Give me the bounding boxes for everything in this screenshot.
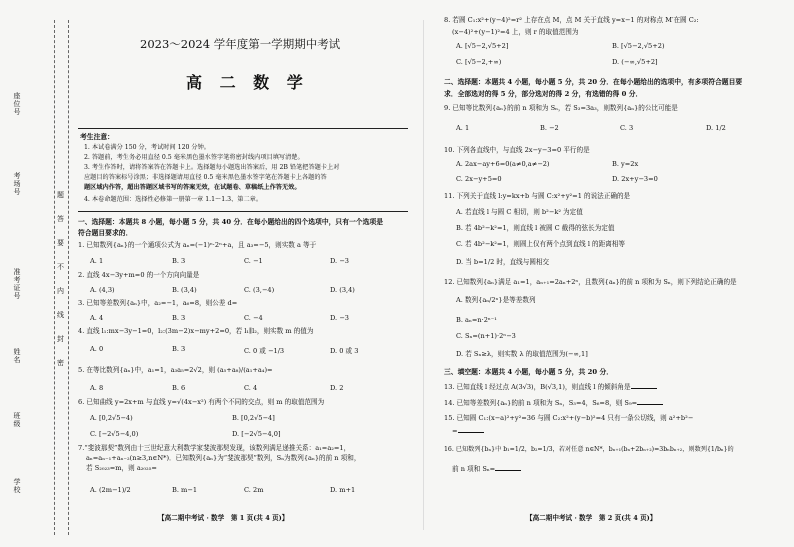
answer-blank bbox=[458, 426, 484, 433]
section-1-heading: 一、选择题：本题共 8 小题，每小题 5 分，共 40 分．在每小题给出的四个选项中，只有一个选项是 bbox=[78, 218, 383, 226]
question-7: 7.“斐波那契”数列由十三世纪意大利数学家斐波那契发现，该数列满足递推关系：a₁=a₂=1， bbox=[78, 444, 351, 452]
q7-option-c: C. 2m bbox=[244, 486, 264, 494]
q9-option-a: A. 1 bbox=[456, 124, 470, 132]
sealing-line-char: 线 bbox=[57, 311, 64, 319]
question-14: 14. 已知等差数列{aₙ}的前 n 项和为 Sₙ，S₃=4，S₆=8，则 S₉= bbox=[444, 398, 663, 407]
note-item: 4. 本卷命题范围：选择性必修第一册第一章 1.1～1.3、第二章。 bbox=[84, 196, 263, 203]
q10-option-d: D. 2x+y−3=0 bbox=[612, 175, 658, 183]
question-2: 2. 直线 4x−3y+m=0 的一个方向向量是 bbox=[78, 271, 200, 279]
note-item: 应题目的答案标号涂黑；非选择题请用直径 0.5 毫米黑色墨水签字笔在答题卡上各题的答 bbox=[84, 174, 327, 181]
q6-option-d: D. [−2√5−4,0] bbox=[232, 430, 281, 438]
sealing-line-char: 内 bbox=[57, 287, 64, 295]
section-3-heading: 三、填空题：本题共 4 小题，每小题 5 分，共 20 分． bbox=[444, 368, 614, 376]
q4-option-a: A. 0 bbox=[90, 345, 104, 353]
section-2-heading: 二、选择题：本题共 4 小题，每小题 5 分，共 20 分．在每小题给出的选项中，有多项符合题目要 bbox=[444, 78, 743, 86]
binding-dashed-line-2 bbox=[68, 20, 69, 535]
question-5: 5. 在等比数列{aₙ}中，a₁=1，a₃a₅=2√2，则 (a₅+a₈)/(a₁+a₄)= bbox=[78, 366, 273, 374]
q9-option-c: C. 3 bbox=[620, 124, 634, 132]
q6-option-b: B. [0,2√5−4] bbox=[232, 414, 275, 422]
q3-option-a: A. 4 bbox=[90, 314, 104, 322]
page-divider bbox=[423, 20, 424, 530]
answer-blank bbox=[495, 464, 521, 471]
question-1: 1. 已知数列{aₙ}的一个通项公式为 aₙ=(−1)ⁿ·2ⁿ+a，且 a₃=−5，则实数 a 等于 bbox=[78, 241, 317, 249]
question-16: 16. 已知数列{bₙ}中 b₁=1/2，b₂=1/3，若对任意 n∈N*，bₙ₊₁(bₙ+2bₙ₊₂)=3bₙbₙ₊₂，则数列{1/bₙ}的 bbox=[444, 446, 734, 453]
q10-option-a: A. 2ax−ay+6=0(a≠0,a≠−2) bbox=[456, 160, 550, 168]
q11-option-b: B. 若 4b²−k²=1，则直线 l 被圆 C 截得的弦长为定值 bbox=[456, 224, 615, 232]
note-item: 题区域内作答，超出答题区域书写的答案无效，在试题卷、草稿纸上作答无效。 bbox=[84, 184, 301, 191]
q11-option-d: D. 当 b=1/2 时，直线与圆相交 bbox=[456, 258, 550, 266]
q7-option-b: B. m−1 bbox=[172, 486, 198, 494]
question-15-cont: = bbox=[452, 426, 484, 435]
q3-option-c: C. −4 bbox=[244, 314, 263, 322]
question-9: 9. 已知等比数列{aₙ}的前 n 项和为 Sₙ，若 S₃=3a₃，则数列{aₙ}的公比可能是 bbox=[444, 104, 678, 112]
q3-option-b: B. 3 bbox=[172, 314, 186, 322]
exam-id-label: 准考证号 bbox=[13, 268, 21, 300]
q11-option-c: C. 若 4b²−k²=1，则圆上仅有两个点到直线 l 的距离相等 bbox=[456, 240, 626, 248]
class-label: 班级 bbox=[13, 412, 21, 428]
q1-option-b: B. 3 bbox=[172, 257, 186, 265]
q5-option-d: D. 2 bbox=[330, 384, 344, 392]
answer-blank bbox=[637, 398, 663, 405]
q4-option-c: C. 0 或 −1/3 bbox=[244, 347, 285, 355]
q8-option-b: B. [√5−2,√5+2) bbox=[612, 42, 665, 50]
q5-option-b: B. 6 bbox=[172, 384, 186, 392]
q8-option-d: D. (−∞,√5+2] bbox=[612, 58, 658, 66]
sealing-line-char: 答 bbox=[57, 215, 64, 223]
section-2-heading-cont: 求．全部选对的得 5 分，部分选对的得 2 分，有选错的得 0 分． bbox=[444, 90, 643, 98]
subject-title: 高 二 数 学 bbox=[186, 73, 309, 92]
q11-option-a: A. 若直线 l 与圆 C 相切，则 b²−k² 为定值 bbox=[456, 208, 583, 216]
question-15: 15. 已知圆 C₁:(x−a)²+y²=36 与圆 C₂:x²+(y−b)²=4 只有一条公切线，则 a²+b²− bbox=[444, 414, 694, 422]
q6-option-c: C. [−2√5−4,0) bbox=[90, 430, 139, 438]
q10-option-c: C. 2x−y+5=0 bbox=[456, 175, 502, 183]
note-item: 3. 考生作答时，请将答案答在答题卡上。选择题每小题选出答案后，用 2B 铅笔把答题卡上对 bbox=[84, 164, 340, 171]
question-6: 6. 已知曲线 y=2x+m 与直线 y=√(4x−x²) 有两个不同的交点，则 m 的取值范围为 bbox=[78, 398, 325, 406]
question-7-cont: aₙ=aₙ₋₁+aₙ₋₂(n≥3,n∈N*)．已知数列{aₙ}为“斐波那契”数列，Sₙ为数列{aₙ}的前 n 项和， bbox=[86, 454, 361, 462]
q3-option-d: D. −3 bbox=[330, 314, 349, 322]
q4-option-d: D. 0 或 3 bbox=[330, 347, 359, 355]
q1-option-c: C. −1 bbox=[244, 257, 263, 265]
q6-option-a: A. [0,2√5−4) bbox=[90, 414, 133, 422]
note-item: 2. 答题前，考生务必用直径 0.5 毫米黑色墨水签字笔将密封线内项目填写清楚。 bbox=[84, 154, 304, 161]
q2-option-c: C. (3,−4) bbox=[244, 286, 275, 294]
notes-heading: 考生注意： bbox=[80, 133, 114, 141]
binding-dashed-line-1 bbox=[54, 20, 55, 535]
q2-option-b: B. (3,4) bbox=[172, 286, 197, 294]
q9-option-b: B. −2 bbox=[540, 124, 559, 132]
q10-option-b: B. y=2x bbox=[612, 160, 639, 168]
name-label: 姓名 bbox=[13, 348, 21, 364]
question-13: 13. 已知直线 l 经过点 A(3√3)，B(√3,1)，则直线 l 的倾斜角是 bbox=[444, 382, 657, 391]
q8-option-c: C. [√5−2,+∞) bbox=[456, 58, 502, 66]
sealing-line-char: 封 bbox=[57, 335, 64, 343]
q12-option-c: C. Sₙ=(n+1)·2ⁿ−3 bbox=[456, 332, 516, 340]
question-11: 11. 下列关于直线 l:y=kx+b 与圆 C:x²+y²=1 的说法正确的是 bbox=[444, 192, 631, 200]
question-4: 4. 直线 l₁:mx−3y−1=0，l₂:(3m−2)x−my+2=0，若 l₁∥l₂，则实数 m 的值为 bbox=[78, 327, 314, 335]
note-item: 1. 本试卷满分 150 分，考试时间 120 分钟。 bbox=[84, 144, 210, 151]
q8-option-a: A. [√5−2,√5+2] bbox=[456, 42, 509, 50]
q12-option-b: B. aₙ=n·2ⁿ⁻¹ bbox=[456, 316, 497, 324]
question-16-cont: 前 n 项和 Sₙ= bbox=[452, 464, 521, 473]
page-2-footer: 【高二期中考试 · 数学 第 2 页(共 4 页)】 bbox=[526, 514, 657, 522]
exam-room-label: 考场号 bbox=[13, 172, 21, 196]
q12-option-a: A. 数列{aₙ/2ⁿ}是等差数列 bbox=[456, 296, 536, 304]
q9-option-d: D. 1/2 bbox=[706, 124, 726, 132]
sealing-line-char: 要 bbox=[57, 239, 64, 247]
q7-option-a: A. (2m−1)/2 bbox=[90, 486, 131, 494]
question-12: 12. 已知数列{aₙ}满足 a₁=1，aₙ₊₁=2aₙ+2ⁿ，且数列{aₙ}的前 n 项和为 Sₙ，则下列结论正确的是 bbox=[444, 278, 737, 286]
sealing-line-char: 不 bbox=[57, 263, 64, 271]
question-8-cont: (x−4)²+(y−1)²=4 上，则 r 的取值范围为 bbox=[452, 28, 579, 36]
section-1-heading-cont: 符合题目要求的． bbox=[78, 229, 133, 237]
question-7-cont2: 若 S₂₀₂₃=m，则 a₂₀₂₅= bbox=[86, 464, 157, 472]
exam-title: 2023～2024 学年度第一学期期中考试 bbox=[140, 37, 341, 51]
q1-option-a: A. 1 bbox=[90, 257, 104, 265]
q1-option-d: D. −3 bbox=[330, 257, 349, 265]
q2-option-a: A. (4,3) bbox=[90, 286, 115, 294]
q12-option-d: D. 若 Sₙ≥λ，则实数 λ 的取值范围为(−∞,1] bbox=[456, 350, 588, 358]
question-8: 8. 若圆 C₁:x²+(y−4)²=r² 上存在点 M，点 M 关于直线 y=x−1 的对称点 M′在圆 C₂: bbox=[444, 16, 699, 24]
page-1-footer: 【高二期中考试 · 数学 第 1 页(共 4 页)】 bbox=[158, 514, 289, 522]
seat-label: 座位号 bbox=[13, 92, 21, 116]
q5-option-c: C. 4 bbox=[244, 384, 258, 392]
q4-option-b: B. 3 bbox=[172, 345, 186, 353]
answer-blank bbox=[631, 382, 657, 389]
q5-option-a: A. 8 bbox=[90, 384, 104, 392]
sealing-line-char: 密 bbox=[57, 359, 64, 367]
question-10: 10. 下列各直线中，与直线 2x−y−3=0 平行的是 bbox=[444, 146, 590, 154]
sealing-line-char: 题 bbox=[57, 191, 64, 199]
q7-option-d: D. m+1 bbox=[330, 486, 356, 494]
q2-option-d: D. (3,4) bbox=[330, 286, 355, 294]
question-3: 3. 已知等差数列{aₙ}中，a₂=−1，a₆=8，则公差 d= bbox=[78, 299, 238, 307]
school-label: 学校 bbox=[13, 478, 21, 494]
